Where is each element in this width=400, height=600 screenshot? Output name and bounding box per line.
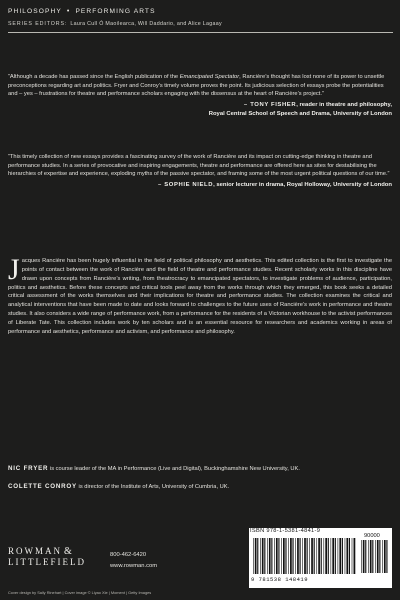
endorsement-1-attribution bbox=[8, 101, 392, 118]
endorser-affiliation: Royal Central School of Speech and Drama, University of London bbox=[208, 110, 392, 117]
series-title bbox=[8, 6, 393, 17]
series-editors bbox=[8, 20, 393, 28]
endorsement-2-attribution bbox=[8, 181, 392, 190]
attribution-dash: – bbox=[158, 182, 162, 189]
endorsement-1-text-end: , Rancière’s thought has lost none of its power to unsettle preconceptions regarding art and politics. Fryer and Conroy’s timely volume proves the point. Its judicious selection of essays probe the potentialities and – yes – frustrations for theatre and performance scholars engaging with the dissensus at the heart of Rancière’s project.” bbox=[8, 74, 385, 98]
description-text: acques Rancière has been hugely influential in the field of political philosophy and aesthetics. This edited collection is the first to investigate the points of contact between the work of Rancière and the field of theatre and performance studies. Recent scholarly works in this discipline have drawn upon concepts from Rancière’s writing, from theatrocracy to emancipated spectators, to investigate problems of audience, participation, politics and aesthetics. Before these concepts and critical tools peel away from the works through which they emerged, this book seeks a detailed critical assessment of the works themselves and their implications for theatre and performance studies. The collection examines the critical and analytical interventions that have been made to date and looks forward to challenges to the future uses of Rancière’s work in performance and theatre studies. It also considers a wide range of performance work, from a performance for the residents of a Victorian workhouse to the activist performances of Liberate Tate. This collection includes work by ten scholars and is an essential resource for researchers and academics working in areas of performance and aesthetics, performance and activism, and performance and philosophy. bbox=[8, 258, 392, 335]
publisher-phone: 800-462-6420 bbox=[110, 552, 147, 558]
endorsement-2 bbox=[8, 153, 392, 190]
endorser-name: TONY FISHER bbox=[250, 102, 297, 109]
bullet-separator: • bbox=[66, 8, 71, 15]
header-divider bbox=[8, 32, 393, 33]
barcode-digits: 9 781538 148419 bbox=[251, 576, 309, 583]
series-editors-names: Laura Cull Ó Maoilearca, Will Daddario, and Alice Lagaay bbox=[70, 21, 222, 27]
publisher-ampersand: & bbox=[64, 546, 74, 557]
drop-cap: J bbox=[8, 253, 20, 286]
publisher-website: www.rowman.com bbox=[110, 563, 158, 569]
endorsement-1-text bbox=[8, 73, 392, 99]
endorser-role: , reader in theatre and philosophy, bbox=[296, 102, 392, 109]
editor-bios bbox=[8, 464, 392, 500]
publisher-contact bbox=[110, 550, 157, 572]
price-code: 90000 bbox=[364, 533, 380, 539]
bio-nic-fryer bbox=[8, 464, 392, 474]
bio-text: is course leader of the MA in Performance (Live and Digital), Buckinghamshire New University, UK. bbox=[48, 466, 300, 472]
price-barcode-bars bbox=[361, 540, 389, 573]
bio-name: COLETTE CONROY bbox=[8, 483, 77, 491]
endorsement-1 bbox=[8, 73, 392, 118]
attribution-dash: – bbox=[243, 102, 248, 109]
publisher-name-line2: LITTLEFIELD bbox=[8, 557, 86, 567]
isbn-label: ISBN 978-1-5381-4841-9 bbox=[250, 528, 321, 534]
cover-credits: Cover design by Sally Rinehart | Cover image © Liyao Xie | Moment | Getty Images bbox=[8, 590, 152, 595]
barcode-bars-graphic bbox=[253, 538, 356, 574]
price-barcode-graphic bbox=[361, 540, 389, 573]
book-title-italic: Emancipated Spectator bbox=[179, 74, 240, 80]
series-title-philosophy: PHILOSOPHY bbox=[8, 8, 62, 15]
endorsement-2-text: “This timely collection of new essays provides a fascinating survey of the work of Rancière and its impact on cutting-edge thinking in theatre and performance studies. In a series of provocative and inspiring engagements, theatre and performance are offered here as sites for destabilising the hierarchies of expertise and experience, exploding myths of the passive spectator, and framing some of the most urgent political questions of our time.” bbox=[8, 154, 390, 178]
barcode-bars bbox=[253, 538, 356, 574]
book-description bbox=[8, 253, 392, 337]
publisher-logo bbox=[8, 546, 86, 568]
series-header bbox=[8, 6, 393, 33]
bio-colette-conroy bbox=[8, 482, 392, 492]
bio-name: NIC FRYER bbox=[8, 465, 49, 472]
endorsement-1-text-start: “Although a decade has passed since the English publication of the bbox=[8, 74, 180, 80]
bio-text: is director of the Institute of Arts, University of Cumbria, UK. bbox=[76, 484, 230, 491]
publisher-name-line1: ROWMAN bbox=[8, 546, 62, 556]
endorser-role: , senior lecturer in drama, Royal Holloway, University of London bbox=[213, 182, 392, 189]
series-editors-label: SERIES EDITORS: bbox=[8, 21, 68, 27]
series-title-performing-arts: PERFORMING ARTS bbox=[75, 8, 156, 15]
endorser-name: SOPHIE NIELD bbox=[164, 182, 214, 189]
